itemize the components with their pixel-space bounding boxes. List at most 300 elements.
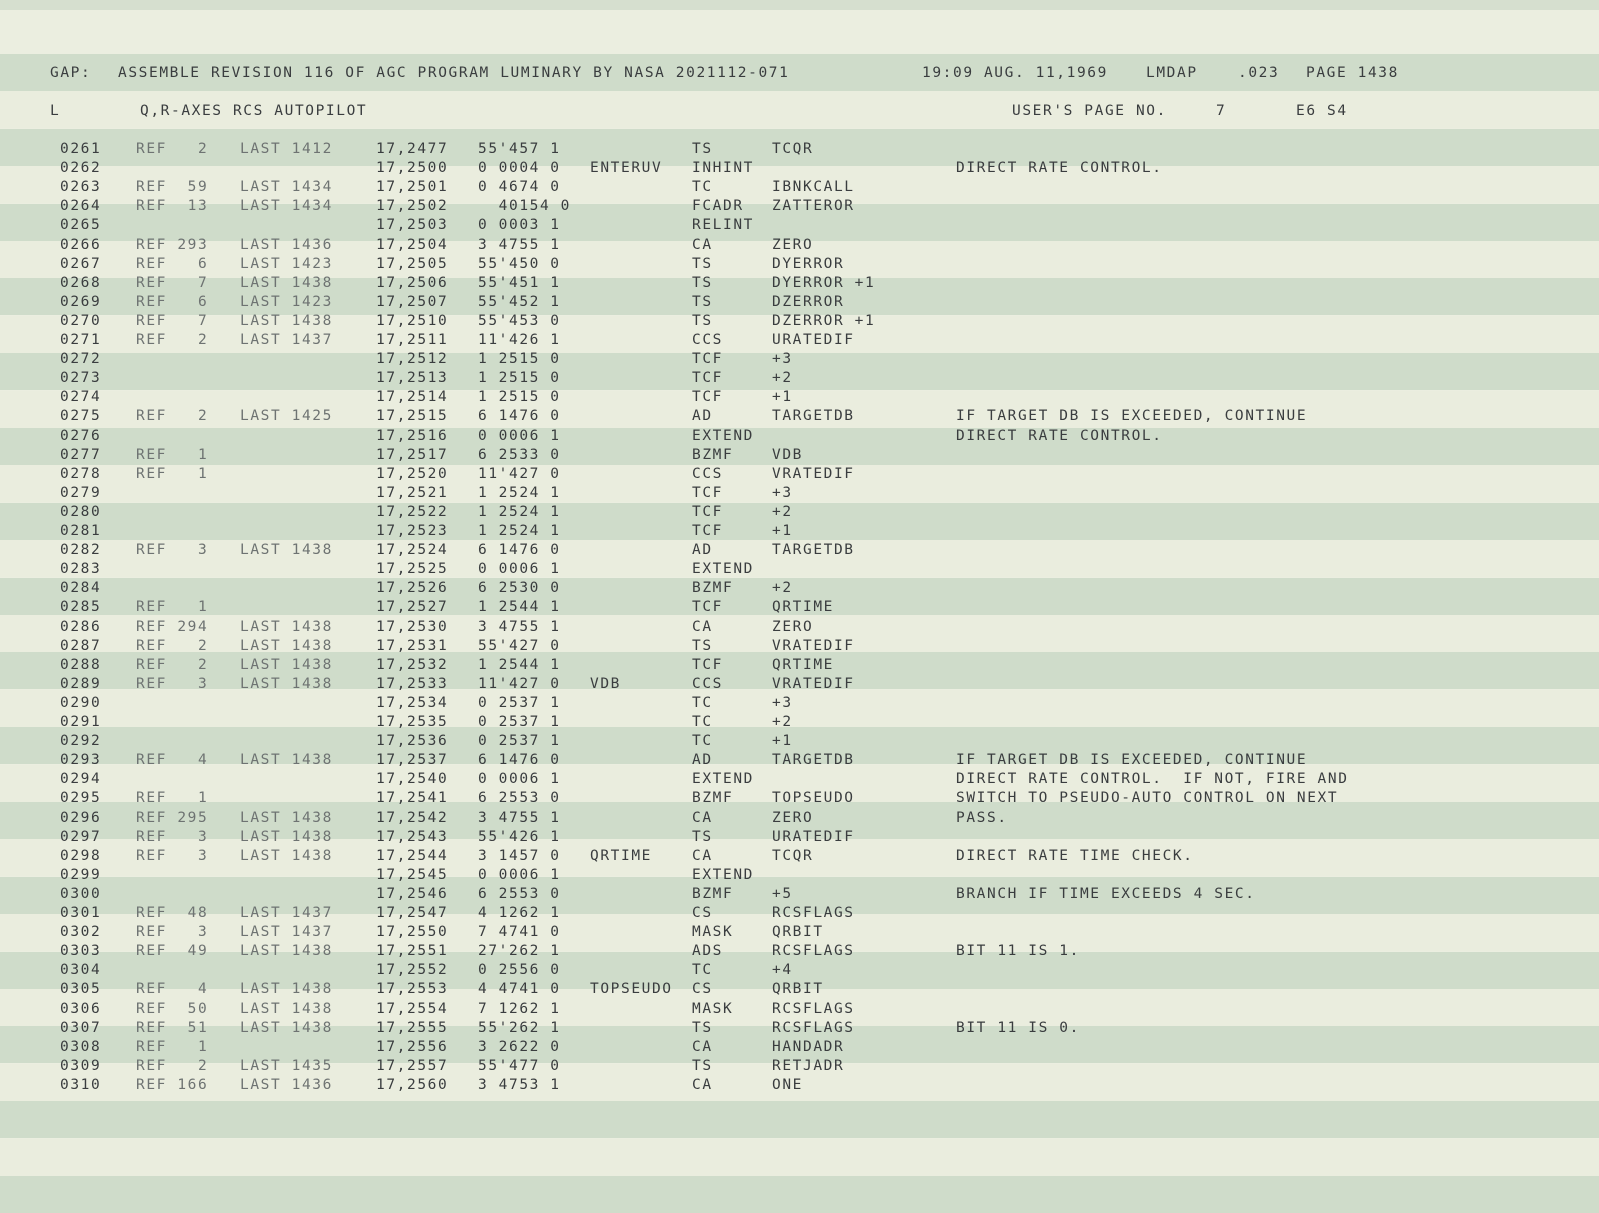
last-ref-page: LAST 1438 <box>240 752 333 769</box>
last-ref-page: LAST 1437 <box>240 905 333 921</box>
listing-row <box>0 713 1599 732</box>
last-ref-page: LAST 1423 <box>240 255 333 272</box>
ref-count: REF 7 <box>136 274 209 291</box>
operand: ZERO <box>772 809 814 826</box>
memory-address: 17,2523 <box>376 523 449 539</box>
opcode: ADS <box>692 943 723 960</box>
listing-row <box>0 828 1599 847</box>
header-assemble: ASSEMBLE REVISION 116 OF AGC PROGRAM LUMINARY BY NASA 2021112-071 <box>118 65 790 81</box>
ref-count: REF 2 <box>136 656 209 673</box>
line-number: 0269 <box>60 293 102 310</box>
operand: DYERROR <box>772 255 845 272</box>
memory-address: 17,2521 <box>376 484 449 501</box>
memory-address: 17,2507 <box>376 293 449 310</box>
operand: VRATEDIF <box>772 637 855 654</box>
operand: RCSFLAGS <box>772 905 855 921</box>
memory-address: 17,2550 <box>376 924 449 941</box>
last-ref-page: LAST 1437 <box>240 924 333 941</box>
operand: TARGETDB <box>772 408 855 425</box>
octal-word: 1 2515 0 <box>478 351 561 368</box>
memory-address: 17,2501 <box>376 179 449 196</box>
section-title: Q,R-AXES RCS AUTOPILOT <box>140 103 368 119</box>
memory-address: 17,2540 <box>376 771 449 788</box>
octal-word: 6 2553 0 <box>478 885 561 902</box>
line-number: 0280 <box>60 503 102 520</box>
last-ref-page: LAST 1438 <box>240 981 333 998</box>
memory-address: 17,2510 <box>376 312 449 329</box>
octal-word: 11'427 0 <box>478 465 561 482</box>
listing-row <box>0 770 1599 789</box>
opcode: TCF <box>692 523 723 539</box>
octal-word: 55'452 1 <box>478 293 561 310</box>
ref-count: REF 3 <box>136 847 209 864</box>
line-number: 0292 <box>60 733 102 750</box>
listing-row <box>0 216 1599 235</box>
last-ref-page: LAST 1438 <box>240 656 333 673</box>
opcode: TC <box>692 962 713 979</box>
opcode: TCF <box>692 656 723 673</box>
memory-address: 17,2524 <box>376 542 449 559</box>
line-number: 0298 <box>60 847 102 864</box>
listing-row <box>0 427 1599 446</box>
octal-word: 0 4674 0 <box>478 179 561 196</box>
octal-word: 55'477 0 <box>478 1057 561 1074</box>
octal-word: 6 1476 0 <box>478 542 561 559</box>
opcode: TS <box>692 1057 713 1074</box>
listing-row <box>0 1057 1599 1076</box>
line-number: 0287 <box>60 637 102 654</box>
last-ref-page: LAST 1438 <box>240 618 333 635</box>
operand: URATEDIF <box>772 332 855 348</box>
ref-count: REF 3 <box>136 924 209 941</box>
opcode: TC <box>692 179 713 196</box>
opcode: BZMF <box>692 885 734 902</box>
ref-count: REF 2 <box>136 141 209 157</box>
paper-top-edge <box>0 0 1599 10</box>
octal-word: 6 1476 0 <box>478 752 561 769</box>
opcode: BZMF <box>692 446 734 463</box>
greenbar-band <box>0 1101 1599 1138</box>
listing-row <box>0 312 1599 331</box>
opcode: TC <box>692 694 713 711</box>
last-ref-page: LAST 1437 <box>240 332 333 348</box>
symbol-label: TOPSEUDO <box>590 981 673 998</box>
memory-address: 17,2533 <box>376 675 449 692</box>
header-module: LMDAP <box>1146 65 1198 81</box>
ref-count: REF 4 <box>136 752 209 769</box>
memory-address: 17,2552 <box>376 962 449 979</box>
line-number: 0276 <box>60 427 102 444</box>
opcode: CCS <box>692 675 723 692</box>
ref-count: REF 13 <box>136 198 209 215</box>
line-number: 0289 <box>60 675 102 692</box>
memory-address: 17,2545 <box>376 866 449 883</box>
last-ref-page: LAST 1438 <box>240 675 333 692</box>
listing-row <box>0 694 1599 713</box>
ref-count: REF 1 <box>136 790 209 807</box>
opcode: AD <box>692 542 713 559</box>
opcode: TCF <box>692 351 723 368</box>
line-number: 0297 <box>60 828 102 845</box>
memory-address: 17,2503 <box>376 217 449 234</box>
comment: BIT 11 IS 1. <box>956 943 1080 960</box>
opcode: CA <box>692 809 713 826</box>
line-number: 0303 <box>60 943 102 960</box>
octal-word: 0 0006 1 <box>478 427 561 444</box>
line-number: 0284 <box>60 580 102 597</box>
octal-word: 1 2544 1 <box>478 599 561 616</box>
octal-word: 7 4741 0 <box>478 924 561 941</box>
line-number: 0275 <box>60 408 102 425</box>
last-ref-page: LAST 1436 <box>240 1076 333 1093</box>
octal-word: 7 1262 1 <box>478 1000 561 1017</box>
octal-word: 55'453 0 <box>478 312 561 329</box>
listing-row <box>0 236 1599 255</box>
memory-address: 17,2535 <box>376 714 449 730</box>
opcode: CS <box>692 905 713 921</box>
listing-row <box>0 598 1599 617</box>
memory-address: 17,2530 <box>376 618 449 635</box>
opcode: TS <box>692 274 713 291</box>
memory-address: 17,2512 <box>376 351 449 368</box>
comment: PASS. <box>956 809 1008 826</box>
opcode: CA <box>692 1076 713 1093</box>
last-ref-page: LAST 1438 <box>240 312 333 329</box>
last-ref-page: LAST 1438 <box>240 828 333 845</box>
octal-word: 4 1262 1 <box>478 905 561 921</box>
ref-count: REF 50 <box>136 1000 209 1017</box>
memory-address: 17,2536 <box>376 733 449 750</box>
line-number: 0266 <box>60 236 102 253</box>
listing-row <box>0 350 1599 369</box>
operand: +3 <box>772 484 793 501</box>
listing-row <box>0 274 1599 293</box>
memory-address: 17,2505 <box>376 255 449 272</box>
memory-address: 17,2502 <box>376 198 449 215</box>
last-ref-page: LAST 1434 <box>240 179 333 196</box>
opcode: CA <box>692 847 713 864</box>
line-number: 0268 <box>60 274 102 291</box>
octal-word: 1 2515 0 <box>478 389 561 406</box>
memory-address: 17,2544 <box>376 847 449 864</box>
listing-row <box>0 560 1599 579</box>
octal-word: 6 2553 0 <box>478 790 561 807</box>
ref-count: REF 59 <box>136 179 209 196</box>
opcode: INHINT <box>692 160 754 177</box>
operand: HANDADR <box>772 1038 845 1055</box>
line-number: 0305 <box>60 981 102 998</box>
header-gap: GAP: <box>50 65 92 81</box>
operand: DZERROR +1 <box>772 312 876 329</box>
listing-row <box>0 656 1599 675</box>
listing-row <box>0 407 1599 426</box>
opcode: CCS <box>692 465 723 482</box>
opcode: BZMF <box>692 790 734 807</box>
line-number: 0282 <box>60 542 102 559</box>
operand: TCQR <box>772 141 814 157</box>
listing-row <box>0 675 1599 694</box>
operand: TARGETDB <box>772 752 855 769</box>
listing-row <box>0 159 1599 178</box>
octal-word: 0 0006 1 <box>478 771 561 788</box>
opcode: TCF <box>692 503 723 520</box>
operand: QRBIT <box>772 981 824 998</box>
octal-word: 0 2537 1 <box>478 694 561 711</box>
memory-address: 17,2532 <box>376 656 449 673</box>
operand: QRTIME <box>772 599 834 616</box>
last-ref-page: LAST 1438 <box>240 809 333 826</box>
octal-word: 1 2524 1 <box>478 484 561 501</box>
last-ref-page: LAST 1438 <box>240 274 333 291</box>
line-number: 0262 <box>60 160 102 177</box>
header-number: .023 <box>1238 65 1280 81</box>
listing-row <box>0 866 1599 885</box>
memory-address: 17,2534 <box>376 694 449 711</box>
ref-count: REF 7 <box>136 312 209 329</box>
operand: +1 <box>772 523 793 539</box>
operand: QRBIT <box>772 924 824 941</box>
line-number: 0270 <box>60 312 102 329</box>
last-ref-page: LAST 1425 <box>240 408 333 425</box>
memory-address: 17,2531 <box>376 637 449 654</box>
octal-word: 0 2537 1 <box>478 714 561 730</box>
users-page-number: 7 <box>1216 103 1227 119</box>
listing-row <box>0 751 1599 770</box>
operand: RCSFLAGS <box>772 943 855 960</box>
opcode: FCADR <box>692 198 744 215</box>
octal-word: 3 4755 1 <box>478 809 561 826</box>
memory-address: 17,2557 <box>376 1057 449 1074</box>
octal-word: 0 0004 0 <box>478 160 561 177</box>
ref-count: REF 293 <box>136 236 209 253</box>
operand: +2 <box>772 503 793 520</box>
line-number: 0288 <box>60 656 102 673</box>
opcode: TS <box>692 1019 713 1036</box>
octal-word: 0 2556 0 <box>478 962 561 979</box>
comment: DIRECT RATE CONTROL. <box>956 427 1163 444</box>
memory-address: 17,2556 <box>376 1038 449 1055</box>
octal-word: 11'426 1 <box>478 332 561 348</box>
line-number: 0310 <box>60 1076 102 1093</box>
opcode: CS <box>692 981 713 998</box>
operand: TOPSEUDO <box>772 790 855 807</box>
octal-word: 6 2533 0 <box>478 446 561 463</box>
comment: BRANCH IF TIME EXCEEDS 4 SEC. <box>956 885 1256 902</box>
opcode: TC <box>692 733 713 750</box>
listing-row <box>0 178 1599 197</box>
octal-word: 55'451 1 <box>478 274 561 291</box>
operand: VRATEDIF <box>772 675 855 692</box>
line-number: 0299 <box>60 866 102 883</box>
opcode: TS <box>692 141 713 157</box>
line-number: 0309 <box>60 1057 102 1074</box>
line-number: 0264 <box>60 198 102 215</box>
ref-count: REF 1 <box>136 599 209 616</box>
line-number: 0267 <box>60 255 102 272</box>
line-number: 0307 <box>60 1019 102 1036</box>
opcode: TCF <box>692 484 723 501</box>
memory-address: 17,2527 <box>376 599 449 616</box>
comment: DIRECT RATE TIME CHECK. <box>956 847 1194 864</box>
octal-word: 3 4753 1 <box>478 1076 561 1093</box>
ref-count: REF 295 <box>136 809 209 826</box>
ref-count: REF 1 <box>136 446 209 463</box>
last-ref-page: LAST 1412 <box>240 141 333 157</box>
operand: +1 <box>772 389 793 406</box>
octal-word: 0 2537 1 <box>478 733 561 750</box>
operand: RCSFLAGS <box>772 1019 855 1036</box>
memory-address: 17,2546 <box>376 885 449 902</box>
line-number: 0295 <box>60 790 102 807</box>
listing-row <box>0 484 1599 503</box>
opcode: TC <box>692 714 713 730</box>
opcode: CA <box>692 236 713 253</box>
octal-word: 55'262 1 <box>478 1019 561 1036</box>
listing-row <box>0 1076 1599 1095</box>
memory-address: 17,2511 <box>376 332 449 348</box>
sheet-code: E6 S4 <box>1296 103 1348 119</box>
ref-count: REF 6 <box>136 255 209 272</box>
line-number: 0272 <box>60 351 102 368</box>
opcode: TCF <box>692 599 723 616</box>
line-number: 0274 <box>60 389 102 406</box>
listing-row <box>0 1000 1599 1019</box>
memory-address: 17,2477 <box>376 141 449 157</box>
line-number: 0300 <box>60 885 102 902</box>
last-ref-page: LAST 1438 <box>240 1000 333 1017</box>
line-number: 0285 <box>60 599 102 616</box>
listing-row <box>0 637 1599 656</box>
line-number: 0290 <box>60 694 102 711</box>
ref-count: REF 2 <box>136 1057 209 1074</box>
ref-count: REF 294 <box>136 618 209 635</box>
opcode: TS <box>692 293 713 310</box>
line-number: 0265 <box>60 217 102 234</box>
opcode: CA <box>692 1038 713 1055</box>
line-number: 0263 <box>60 179 102 196</box>
listing-row <box>0 369 1599 388</box>
line-number: 0308 <box>60 1038 102 1055</box>
octal-word: 55'457 1 <box>478 141 561 157</box>
ref-count: REF 2 <box>136 637 209 654</box>
listing-row <box>0 885 1599 904</box>
memory-address: 17,2541 <box>376 790 449 807</box>
opcode: TS <box>692 255 713 272</box>
memory-address: 17,2504 <box>376 236 449 253</box>
users-page-label: USER'S PAGE NO. <box>1012 103 1167 119</box>
greenbar-band <box>0 1176 1599 1213</box>
operand: TARGETDB <box>772 542 855 559</box>
listing-row <box>0 197 1599 216</box>
listing-row <box>0 1019 1599 1038</box>
operand: QRTIME <box>772 656 834 673</box>
ref-count: REF 6 <box>136 293 209 310</box>
opcode: TS <box>692 312 713 329</box>
opcode: RELINT <box>692 217 754 234</box>
opcode: BZMF <box>692 580 734 597</box>
symbol-label: ENTERUV <box>590 160 663 177</box>
opcode: EXTEND <box>692 771 754 788</box>
ref-count: REF 1 <box>136 1038 209 1055</box>
last-ref-page: LAST 1423 <box>240 293 333 310</box>
octal-word: 40154 0 <box>478 198 571 215</box>
listing-row <box>0 942 1599 961</box>
opcode: AD <box>692 752 713 769</box>
memory-address: 17,2514 <box>376 389 449 406</box>
line-number: 0273 <box>60 370 102 387</box>
opcode: EXTEND <box>692 866 754 883</box>
memory-address: 17,2517 <box>376 446 449 463</box>
memory-address: 17,2506 <box>376 274 449 291</box>
line-number: 0278 <box>60 465 102 482</box>
listing-row <box>0 140 1599 159</box>
ref-count: REF 166 <box>136 1076 209 1093</box>
ref-count: REF 48 <box>136 905 209 921</box>
greenbar-band <box>0 1139 1599 1176</box>
operand: +3 <box>772 694 793 711</box>
ref-count: REF 2 <box>136 332 209 348</box>
ref-count: REF 3 <box>136 675 209 692</box>
line-number: 0279 <box>60 484 102 501</box>
octal-word: 11'427 0 <box>478 675 561 692</box>
octal-word: 6 1476 0 <box>478 408 561 425</box>
operand: +2 <box>772 714 793 730</box>
octal-word: 27'262 1 <box>478 943 561 960</box>
last-ref-page: LAST 1438 <box>240 542 333 559</box>
operand: VDB <box>772 446 803 463</box>
comment: IF TARGET DB IS EXCEEDED, CONTINUE <box>956 408 1308 425</box>
memory-address: 17,2560 <box>376 1076 449 1093</box>
listing-row <box>0 255 1599 274</box>
octal-word: 6 2530 0 <box>478 580 561 597</box>
memory-address: 17,2515 <box>376 408 449 425</box>
operand: DZERROR <box>772 293 845 310</box>
listing-row <box>0 293 1599 312</box>
listing-row <box>0 923 1599 942</box>
last-ref-page: LAST 1438 <box>240 1019 333 1036</box>
header-page: PAGE 1438 <box>1306 65 1399 81</box>
listing-row <box>0 465 1599 484</box>
last-ref-page: LAST 1438 <box>240 943 333 960</box>
memory-address: 17,2542 <box>376 809 449 826</box>
line-number: 0277 <box>60 446 102 463</box>
memory-address: 17,2547 <box>376 905 449 921</box>
last-ref-page: LAST 1436 <box>240 236 333 253</box>
listing-row <box>0 331 1599 350</box>
line-number: 0304 <box>60 962 102 979</box>
operand: DYERROR +1 <box>772 274 876 291</box>
ref-count: REF 49 <box>136 943 209 960</box>
title-mark: L <box>50 103 61 119</box>
octal-word: 55'450 0 <box>478 255 561 272</box>
operand: +3 <box>772 351 793 368</box>
memory-address: 17,2543 <box>376 828 449 845</box>
operand: +4 <box>772 962 793 979</box>
ref-count: REF 4 <box>136 981 209 998</box>
line-number: 0281 <box>60 523 102 539</box>
comment: DIRECT RATE CONTROL. <box>956 160 1163 177</box>
line-number: 0294 <box>60 771 102 788</box>
ref-count: REF 3 <box>136 542 209 559</box>
line-number: 0283 <box>60 561 102 578</box>
octal-word: 55'427 0 <box>478 637 561 654</box>
symbol-label: VDB <box>590 675 621 692</box>
memory-address: 17,2513 <box>376 370 449 387</box>
opcode: TCF <box>692 370 723 387</box>
operand: RCSFLAGS <box>772 1000 855 1017</box>
opcode: MASK <box>692 924 734 941</box>
line-number: 0293 <box>60 752 102 769</box>
